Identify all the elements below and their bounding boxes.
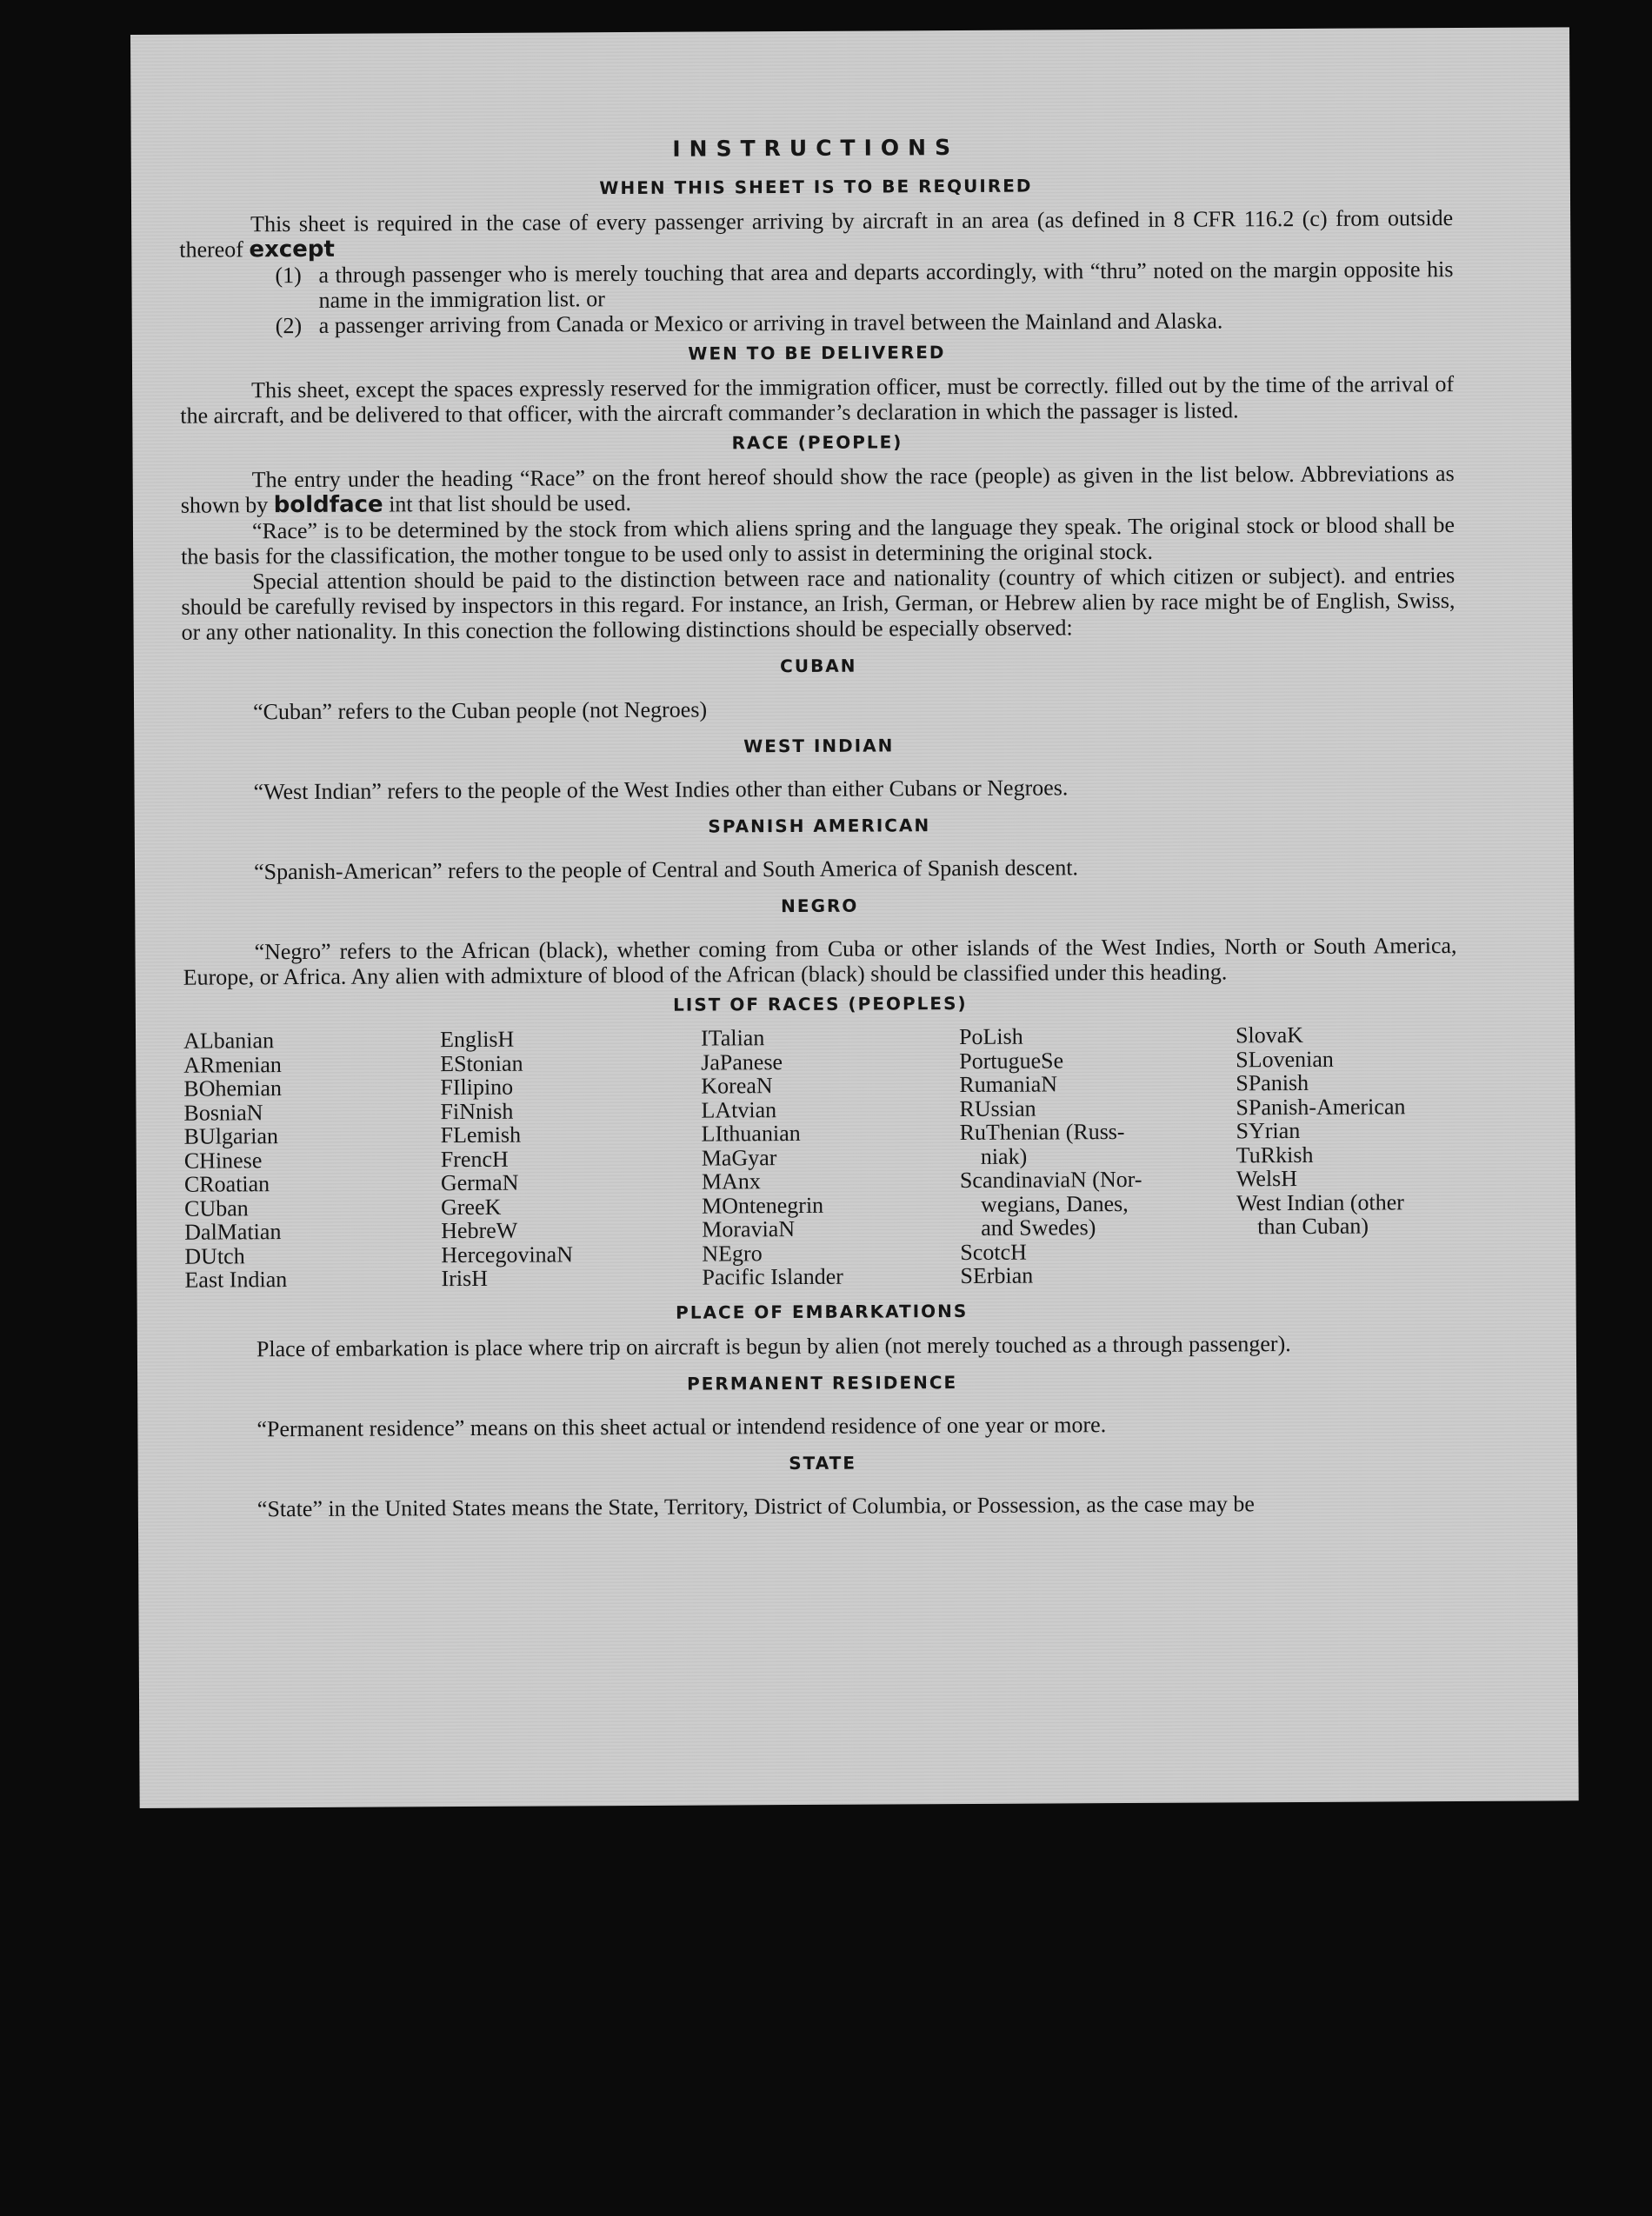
race-entry: East Indian — [184, 1267, 288, 1293]
races-column-2 — [440, 1027, 703, 1291]
race-entry: CHinese — [183, 1147, 263, 1174]
race-entry: IrisH — [441, 1265, 489, 1292]
race-entry: RumaniaN — [959, 1071, 1058, 1098]
race-entry: SPanish-American — [1236, 1093, 1406, 1120]
west-indian-text: “West Indian” refers to the people of the West Indies other than either Cubans or Negroes. — [253, 775, 1069, 805]
when-required-intro: This sheet is required in the case of every passenger arriving by aircraft in an area (as defined in 8 CFR 116.2 (c) from outside thereof except — [179, 205, 1454, 263]
race-entry: FLemish — [440, 1121, 522, 1148]
race-entry: FIlipino — [440, 1074, 514, 1101]
race-entry: ALbanian — [183, 1028, 275, 1054]
race-entry: BosniaN — [183, 1099, 263, 1126]
race-entry: DUtch — [184, 1242, 245, 1269]
heading-when-required: WHEN THIS SHEET IS TO BE REQUIRED — [599, 175, 1033, 199]
race-entry: WelsH — [1236, 1165, 1298, 1192]
heading-embarkation: PLACE OF EMBARKATIONS — [676, 1300, 969, 1323]
cuban-text: “Cuban” refers to the Cuban people (not Negroes) — [253, 696, 708, 725]
race-entry: MOntenegrin — [701, 1192, 824, 1219]
race-entry: Pacific Islander — [702, 1263, 844, 1290]
race-entry: RUssian — [959, 1095, 1036, 1121]
races-column-1 — [183, 1028, 442, 1292]
race-entry: JaPanese — [701, 1048, 783, 1075]
heading-list-of-races: LIST OF RACES (PEOPLES) — [673, 992, 968, 1015]
race-entry: CRoatian — [183, 1171, 270, 1197]
race-entry: wegians, Danes, — [980, 1190, 1129, 1217]
race-entry: ARmenian — [183, 1051, 282, 1078]
heading-cuban: CUBAN — [780, 655, 857, 677]
race-entry: and Swedes) — [981, 1214, 1096, 1241]
races-column-3 — [701, 1025, 961, 1289]
heading-state: STATE — [789, 1452, 857, 1474]
race-entry: SYrian — [1236, 1117, 1301, 1144]
page-title: INSTRUCTIONS — [672, 135, 960, 162]
race-entry: ScotcH — [960, 1239, 1027, 1265]
boldface-keyword: boldface — [273, 491, 383, 519]
races-column-5 — [1236, 1022, 1459, 1287]
race-entry: FrencH — [440, 1146, 509, 1172]
race-entry: FiNnish — [440, 1098, 514, 1124]
race-paragraph-1: The entry under the heading “Race” on the front hereof should show the race (people) as given in the list below. Abbreviations as shown by boldface int that list should be used. — [180, 461, 1455, 519]
race-entry: PoLish — [958, 1023, 1023, 1050]
race-entry: CUban — [183, 1195, 249, 1221]
heading-when-delivered: WEN TO BE DELIVERED — [688, 342, 946, 364]
race-entry: EnglisH — [439, 1026, 515, 1053]
race-entry: SlovaK — [1235, 1021, 1304, 1048]
negro-text: “Negro” refers to the African (black), whether coming from Cuba or other islands of the West Indies, North or South America, Europe, or Africa. Any alien with admixture of blood of the African (black) should be classified under this heading. — [183, 933, 1457, 990]
race-entry: MAnx — [701, 1168, 761, 1195]
heading-spanish-american: SPANISH AMERICAN — [708, 815, 931, 837]
race-entry: PortugueSe — [959, 1047, 1064, 1074]
race-entry: DalMatian — [184, 1219, 282, 1245]
races-column-4 — [959, 1023, 1237, 1288]
when-delivered-text: This sheet, except the spaces expressly reserved for the immigration officer, must be correctly. filled out by the time of the arrival of the aircraft, and be delivered to that officer, with the aircraft commander’s declaration in which the passager is listed. — [180, 371, 1455, 429]
embarkation-text: Place of embarkation is place where trip on aircraft is begun by alien (not merely touched as a through passenger). — [256, 1330, 1291, 1361]
race-entry: HercegovinaN — [441, 1241, 574, 1268]
heading-west-indian: WEST INDIAN — [743, 735, 895, 757]
exception-item-2: (2) a passenger arriving from Canada or Mexico or arriving in travel between the Mainland and Alaska. — [275, 308, 1223, 339]
race-entry: ScandinaviaN (Nor- — [959, 1166, 1142, 1194]
races-list — [183, 1022, 1459, 1292]
race-entry: TuRkish — [1236, 1141, 1314, 1168]
heading-permanent-residence: PERMANENT RESIDENCE — [687, 1371, 958, 1394]
race-entry: niak) — [980, 1143, 1028, 1169]
permanent-residence-text: “Permanent residence” means on this sheet actual or intendend residence of one year or more. — [256, 1411, 1107, 1441]
race-entry: NEgro — [702, 1240, 763, 1267]
race-entry: LAtvian — [701, 1096, 777, 1123]
document-content — [179, 132, 1460, 1521]
race-entry: ITalian — [700, 1025, 765, 1051]
race-entry: GreeK — [440, 1194, 502, 1220]
heading-race: RACE (PEOPLE) — [731, 431, 903, 454]
race-entry: LIthuanian — [701, 1120, 801, 1147]
state-text: “State” in the United States means the State, Territory, District of Columbia, or Possession, as the case may be — [256, 1490, 1255, 1521]
race-entry: KoreaN — [701, 1073, 773, 1099]
race-paragraph-3: Special attention should be paid to the distinction between race and nationality (country of which citizen or subject). and entries should be carefully revised by inspectors in this regard. For instance, an Irish, German, or Hebrew alien by race might be of English, Swiss, or any other nationality. In this conection the following distinctions should be especially observed: — [181, 562, 1455, 645]
race-entry: BOhemian — [183, 1075, 283, 1101]
race-entry: HebreW — [441, 1217, 518, 1244]
race-entry: SPanish — [1236, 1069, 1309, 1096]
race-entry: than Cuban) — [1257, 1213, 1369, 1240]
race-entry: MaGyar — [701, 1144, 777, 1171]
exception-item-1: (1) a through passenger who is merely touching that area and departs accordingly, with “thru” noted on the margin opposite his name in the immigration list. or — [275, 256, 1454, 313]
heading-negro: NEGRO — [781, 895, 859, 917]
race-entry: MoraviaN — [702, 1216, 796, 1242]
spanish-american-text: “Spanish-American” refers to the people of Central and South America of Spanish descent. — [253, 855, 1079, 885]
race-paragraph-2: “Race” is to be determined by the stock from which aliens spring and the language they speak. The original stock or blood shall be the basis for the classification, the mother tongue to be used only to assist in determining the original stock. — [181, 512, 1455, 569]
race-entry: SLovenian — [1236, 1046, 1334, 1072]
race-entry: SErbian — [960, 1262, 1034, 1289]
race-entry: GermaN — [440, 1169, 519, 1196]
except-keyword: except — [249, 236, 335, 263]
race-entry: BUlgarian — [183, 1123, 279, 1149]
race-entry: RuThenian (Russ- — [959, 1119, 1125, 1146]
document-sheet — [130, 27, 1579, 1808]
race-entry: West Indian (other — [1236, 1188, 1404, 1215]
race-entry: EStonian — [440, 1050, 523, 1076]
